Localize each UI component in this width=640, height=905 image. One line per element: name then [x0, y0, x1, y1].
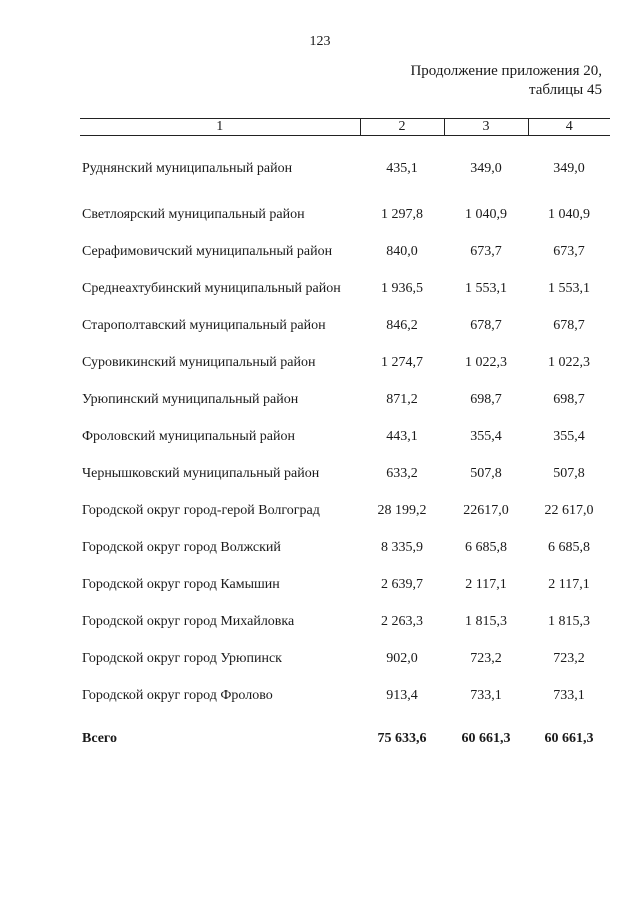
row-name: Городской округ город Фролово [82, 687, 273, 703]
row-value-col-3: 507,8 [470, 465, 502, 481]
row-value-col-3: 1 022,3 [465, 354, 507, 370]
row-value-col-2: 902,0 [386, 650, 418, 666]
header-row [80, 119, 610, 136]
table-row [80, 344, 610, 381]
row-value-col-3: 723,2 [470, 650, 502, 666]
header-col-4: 4 [528, 119, 610, 136]
row-value-col-2: 913,4 [386, 687, 418, 703]
table-row [80, 529, 610, 566]
row-value-col-2: 846,2 [386, 317, 418, 333]
total-value-col-2: 75 633,6 [377, 731, 427, 746]
row-name: Руднянский муниципальный район [82, 161, 293, 176]
table-row [80, 492, 610, 529]
page-number: 123 [309, 34, 331, 49]
row-value-col-3: 1 040,9 [465, 206, 507, 222]
table-row [80, 566, 610, 603]
row-value-col-4: 22 617,0 [544, 502, 594, 518]
row-name: Светлоярский муниципальный район [82, 206, 305, 222]
row-value-col-3: 733,1 [470, 687, 502, 703]
row-name: Серафимовичский муниципальный район [82, 243, 333, 259]
table-row [80, 136, 610, 197]
total-value-col-3: 60 661,3 [461, 731, 511, 746]
row-name: Городской округ город Камышин [82, 576, 280, 592]
row-value-col-2: 2 263,3 [381, 613, 423, 629]
row-value-col-3: 673,7 [470, 243, 502, 259]
row-value-col-4: 1 815,3 [548, 613, 590, 629]
total-row [80, 714, 610, 760]
row-value-col-2: 840,0 [386, 243, 418, 259]
row-value-col-3: 1 815,3 [465, 613, 507, 629]
row-value-col-4: 723,2 [553, 650, 585, 666]
row-name: Городской округ город Урюпинск [82, 650, 282, 666]
table-row [80, 381, 610, 418]
table-row [80, 196, 610, 233]
row-name: Городской округ город-герой Волгоград [82, 502, 320, 518]
row-value-col-4: 678,7 [553, 317, 585, 333]
row-value-col-2: 1 297,8 [381, 206, 423, 222]
row-name: Среднеахтубинский муниципальный район [82, 280, 341, 296]
row-value-col-2: 1 936,5 [381, 280, 423, 296]
row-value-col-2: 1 274,7 [381, 354, 423, 370]
row-value-col-3: 355,4 [470, 428, 502, 444]
table-caption [410, 62, 602, 100]
row-value-col-4: 1 022,3 [548, 354, 590, 370]
row-value-col-2: 443,1 [386, 428, 418, 444]
row-value-col-4: 507,8 [553, 465, 585, 481]
row-value-col-4: 1 040,9 [548, 206, 590, 222]
table-row [80, 233, 610, 270]
row-value-col-2: 8 335,9 [381, 539, 423, 555]
table-row [80, 307, 610, 344]
table-row [80, 418, 610, 455]
data-table [80, 118, 610, 760]
row-value-col-4: 2 117,1 [548, 576, 590, 592]
row-name: Старополтавский муниципальный район [82, 317, 326, 333]
row-value-col-2: 633,2 [386, 465, 418, 481]
row-value-col-4: 355,4 [553, 428, 585, 444]
header-col-2: 2 [360, 119, 444, 136]
table-row [80, 270, 610, 307]
table-row [80, 455, 610, 492]
row-value-col-3: 22617,0 [463, 502, 509, 518]
total-value-col-4: 60 661,3 [544, 731, 594, 746]
row-value-col-3: 698,7 [470, 391, 502, 407]
row-name: Чернышковский муниципальный район [82, 465, 320, 481]
caption-line-1: Продолжение приложения 20, [410, 63, 602, 79]
row-value-col-4: 349,0 [553, 161, 585, 176]
row-value-col-4: 1 553,1 [548, 280, 590, 296]
header-col-1: 1 [80, 119, 360, 136]
row-name: Городской округ город Михайловка [82, 613, 295, 629]
row-value-col-3: 678,7 [470, 317, 502, 333]
row-value-col-2: 28 199,2 [377, 502, 427, 518]
row-value-col-4: 673,7 [553, 243, 585, 259]
row-value-col-4: 698,7 [553, 391, 585, 407]
row-name: Урюпинский муниципальный район [82, 391, 299, 407]
row-name: Фроловский муниципальный район [82, 428, 296, 444]
row-value-col-4: 733,1 [553, 687, 585, 703]
total-label: Всего [82, 731, 117, 746]
table-row [80, 640, 610, 677]
data-table-container [80, 118, 610, 760]
caption-line-2: таблицы 45 [528, 82, 602, 98]
row-value-col-2: 2 639,7 [381, 576, 423, 592]
header-col-3: 3 [444, 119, 528, 136]
row-value-col-2: 435,1 [386, 161, 418, 176]
table-row [80, 677, 610, 714]
row-name: Суровикинский муниципальный район [82, 354, 316, 370]
row-value-col-3: 6 685,8 [465, 539, 507, 555]
row-value-col-3: 349,0 [470, 161, 502, 176]
row-name: Городской округ город Волжский [82, 539, 281, 555]
table-row [80, 603, 610, 640]
row-value-col-4: 6 685,8 [548, 539, 590, 555]
row-value-col-3: 2 117,1 [465, 576, 507, 592]
row-value-col-3: 1 553,1 [465, 280, 507, 296]
row-value-col-2: 871,2 [386, 391, 418, 407]
